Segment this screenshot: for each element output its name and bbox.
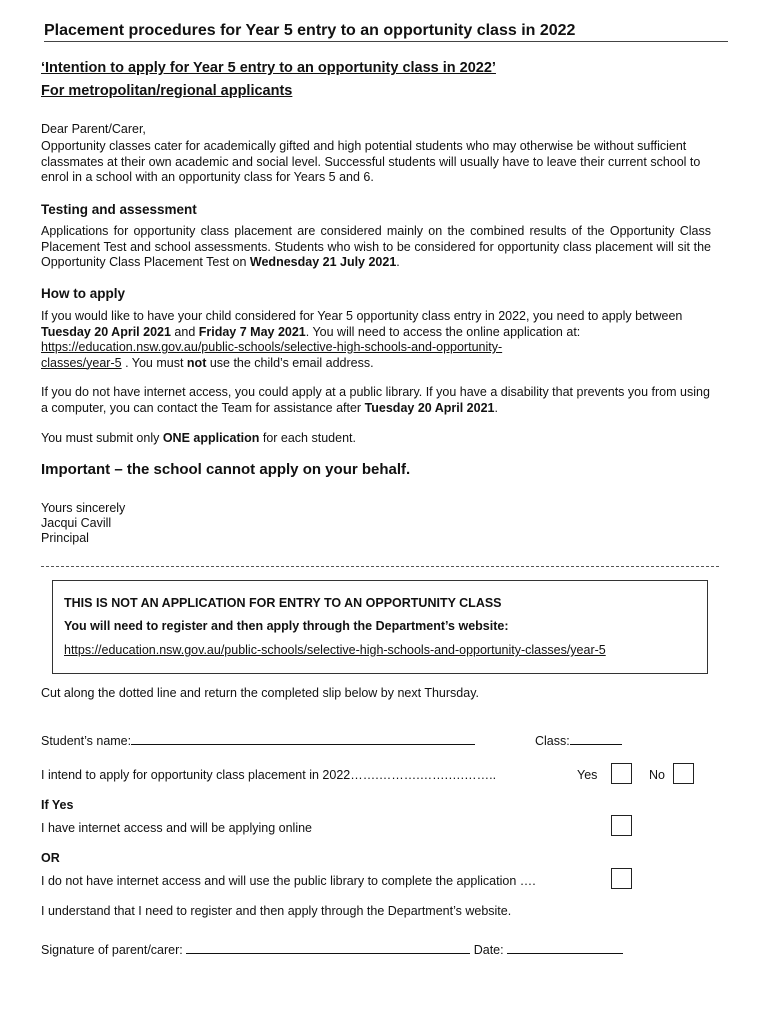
intend-text: I intend to apply for opportunity class placement in 2022…….……….…….….…….. — [41, 768, 497, 782]
apply-start-date: Tuesday 20 April 2021 — [41, 324, 171, 339]
one-app-text-b: for each student. — [259, 431, 356, 445]
testing-end: . — [396, 255, 400, 269]
one-application-paragraph — [41, 431, 711, 447]
applicant-type-heading: For metropolitan/regional applicants — [41, 83, 293, 99]
yes-label: Yes — [577, 768, 598, 782]
student-name-field[interactable] — [131, 732, 475, 745]
library-text: If you do not have internet access, you could apply at a public library. If you have a disability that prevents you from using a computer, you can contact the Team for assistance after — [41, 385, 710, 415]
online-checkbox[interactable] — [611, 815, 632, 836]
principal-role: Principal — [41, 531, 89, 545]
class-row — [535, 732, 622, 750]
test-date: Wednesday 21 July 2021 — [249, 255, 397, 269]
internet-option-text: I have internet access and will be applying online — [41, 821, 313, 835]
class-label: Class: — [535, 734, 570, 748]
library-option-text: I do not have internet access and will use the public library to complete the application …. — [41, 874, 536, 888]
how-to-apply-paragraph — [41, 309, 711, 371]
not-emphasis: not — [186, 355, 207, 370]
salutation: Dear Parent/Carer, — [41, 122, 146, 136]
testing-heading: Testing and assessment — [41, 202, 197, 217]
testing-text: Applications for opportunity class placement are considered mainly on the combined results of the Opportunity Class Placement Test and school assessments. Students who wish to be considered for opportunity class placement will sit the Opportunity Class Placement Test on — [41, 224, 711, 269]
signature-label: Signature of parent/carer: — [41, 943, 183, 957]
intro-paragraph: Opportunity classes cater for academically gifted and high potential students who may otherwise be without sufficient classmates at their own academic and social level. Successful students will usually have to leave their current school to enrol in a school with an opportunity class for Years 5 and 6. — [41, 139, 701, 184]
apply-and: and — [170, 324, 199, 339]
one-application: ONE application — [162, 431, 260, 445]
class-field[interactable] — [570, 732, 622, 745]
notice-box-warning: THIS IS NOT AN APPLICATION FOR ENTRY TO AN OPPORTUNITY CLASS — [64, 596, 502, 610]
apply-end-date: Friday 7 May 2021 — [198, 324, 306, 339]
application-link-end[interactable]: classes/year-5 — [41, 355, 122, 370]
cut-line — [41, 566, 719, 567]
signature-field[interactable] — [186, 941, 470, 954]
notice-box-instruction: You will need to register and then apply through the Department’s website: — [64, 619, 509, 633]
one-app-text-a: You must submit only — [41, 431, 163, 445]
apply-text-d: use the child’s email address. — [206, 355, 374, 370]
closing: Yours sincerely — [41, 501, 126, 515]
important-notice: Important – the school cannot apply on your behalf. — [41, 461, 411, 478]
library-checkbox[interactable] — [611, 868, 632, 889]
signature-row — [41, 941, 623, 959]
no-checkbox[interactable] — [673, 763, 694, 784]
application-link[interactable]: https://education.nsw.gov.au/public-schools/selective-high-schools-and-opportunity- — [41, 340, 503, 354]
how-to-apply-heading: How to apply — [41, 286, 125, 301]
library-paragraph — [41, 385, 711, 416]
testing-paragraph — [41, 224, 711, 271]
yes-checkbox[interactable] — [611, 763, 632, 784]
apply-text-c: . You must — [121, 355, 187, 370]
understand-text: I understand that I need to register and then apply through the Department’s website. — [41, 904, 512, 918]
principal-name: Jacqui Cavill — [41, 516, 112, 530]
cut-instruction: Cut along the dotted line and return the completed slip below by next Thursday. — [41, 686, 480, 700]
library-end: . — [494, 400, 498, 415]
apply-text-b: . You will need to access the online application at: — [305, 324, 581, 339]
notice-box-link[interactable]: https://education.nsw.gov.au/public-schools/selective-high-schools-and-opportunity-classes/year-5 — [64, 643, 606, 657]
student-name-label: Student’s name: — [41, 734, 132, 748]
apply-text-a: If you would like to have your child considered for Year 5 opportunity class entry in 2022, you need to apply between — [41, 309, 683, 323]
no-label: No — [649, 768, 665, 782]
or-label: OR — [41, 851, 60, 865]
date-label: Date: — [473, 943, 504, 957]
date-field[interactable] — [507, 941, 623, 954]
form-subtitle: ‘Intention to apply for Year 5 entry to an opportunity class in 2022’ — [41, 60, 496, 76]
assistance-date: Tuesday 20 April 2021 — [364, 400, 495, 415]
if-yes-label: If Yes — [41, 798, 74, 812]
page-title: Placement procedures for Year 5 entry to an opportunity class in 2022 — [44, 22, 728, 42]
